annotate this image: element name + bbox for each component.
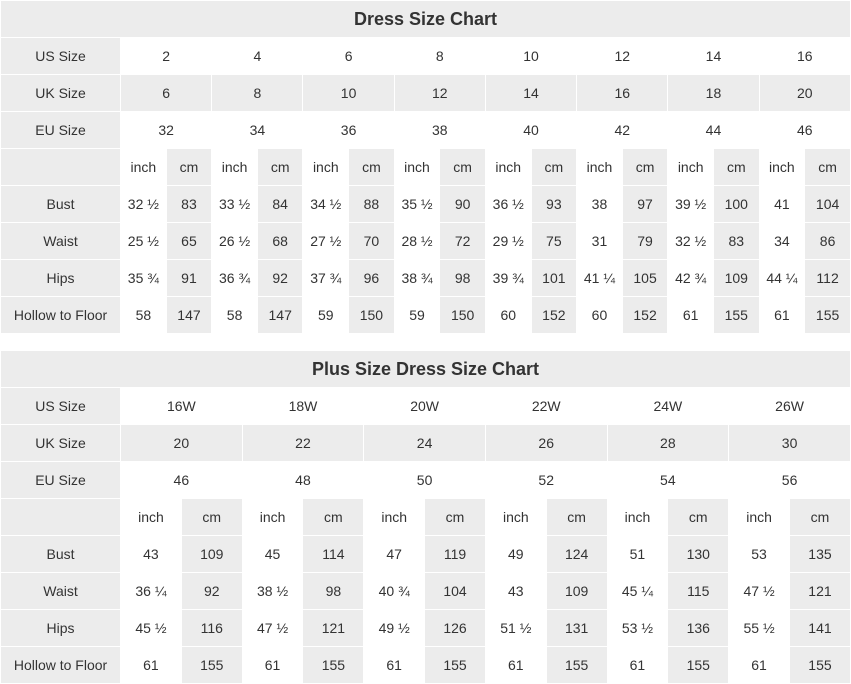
unit-cell: inch — [212, 149, 258, 186]
measure-cell: 61 — [607, 647, 668, 684]
measure-cell: 61 — [242, 647, 303, 684]
measure-cell: 43 — [485, 573, 546, 610]
measure-cell: 32 ½ — [668, 223, 714, 260]
unit-cell: cm — [425, 499, 486, 536]
measure-cell: 114 — [303, 536, 364, 573]
measure-cell: 135 — [789, 536, 850, 573]
cell-uk-size-2: 24 — [364, 425, 486, 462]
cell-eu-size-1: 34 — [212, 112, 303, 149]
measure-cell: 92 — [181, 573, 242, 610]
measure-cell: 61 — [485, 647, 546, 684]
row-label-hips: Hips — [1, 260, 121, 297]
measure-cell: 55 ½ — [729, 610, 790, 647]
measure-cell: 59 — [394, 297, 440, 334]
measure-cell: 147 — [166, 297, 212, 334]
measure-cell: 150 — [440, 297, 486, 334]
measure-cell: 38 ½ — [242, 573, 303, 610]
measure-cell: 25 ½ — [121, 223, 167, 260]
measure-cell: 28 ½ — [394, 223, 440, 260]
measure-cell: 61 — [364, 647, 425, 684]
measure-cell: 44 ¼ — [759, 260, 805, 297]
measure-cell: 72 — [440, 223, 486, 260]
measure-cell: 51 ½ — [485, 610, 546, 647]
measure-cell: 109 — [713, 260, 759, 297]
measure-cell: 47 ½ — [729, 573, 790, 610]
cell-eu-size-6: 44 — [668, 112, 759, 149]
measure-cell: 29 ½ — [485, 223, 531, 260]
measure-cell: 35 ½ — [394, 186, 440, 223]
measure-cell: 45 ¼ — [607, 573, 668, 610]
unit-cell: inch — [394, 149, 440, 186]
table-row — [1, 351, 851, 388]
measure-cell: 152 — [622, 297, 668, 334]
cell-us-size-5: 12 — [577, 38, 668, 75]
unit-cell: inch — [303, 149, 349, 186]
measure-cell: 155 — [713, 297, 759, 334]
measure-cell: 124 — [546, 536, 607, 573]
measure-cell: 104 — [425, 573, 486, 610]
measure-cell: 70 — [349, 223, 395, 260]
cell-us-size-4: 10 — [485, 38, 576, 75]
unit-cell: cm — [805, 149, 851, 186]
measure-cell: 86 — [805, 223, 851, 260]
cell-uk-size-0: 20 — [121, 425, 243, 462]
cell-uk-size-3: 26 — [485, 425, 607, 462]
measure-cell: 155 — [789, 647, 850, 684]
table-row — [1, 297, 851, 334]
measure-cell: 126 — [425, 610, 486, 647]
measure-cell: 33 ½ — [212, 186, 258, 223]
cell-eu-size-0: 46 — [121, 462, 243, 499]
measure-cell: 43 — [121, 536, 182, 573]
measure-cell: 131 — [546, 610, 607, 647]
page-title-plus: Plus Size Dress Size Chart — [1, 351, 851, 388]
cell-uk-size-1: 22 — [242, 425, 364, 462]
unit-cell: inch — [729, 499, 790, 536]
measure-cell: 150 — [349, 297, 395, 334]
measure-cell: 98 — [303, 573, 364, 610]
table-row — [1, 536, 851, 573]
chart-divider — [0, 334, 851, 350]
measure-cell: 38 — [577, 186, 623, 223]
measure-cell: 147 — [257, 297, 303, 334]
measure-cell: 27 ½ — [303, 223, 349, 260]
dress-size-chart — [0, 0, 851, 334]
plus-size-table — [0, 350, 851, 684]
row-label-hips-plus: Hips — [1, 610, 121, 647]
row-label-us-size: US Size — [1, 38, 121, 75]
table-row — [1, 1, 851, 38]
cell-uk-size-7: 20 — [759, 75, 850, 112]
unit-cell: cm — [713, 149, 759, 186]
row-label-bust: Bust — [1, 186, 121, 223]
measure-cell: 101 — [531, 260, 577, 297]
page-title-standard: Dress Size Chart — [1, 1, 851, 38]
measure-cell: 60 — [577, 297, 623, 334]
unit-cell: cm — [181, 499, 242, 536]
measure-cell: 84 — [257, 186, 303, 223]
cell-uk-size-5: 30 — [729, 425, 851, 462]
table-row — [1, 149, 851, 186]
cell-eu-size-2: 50 — [364, 462, 486, 499]
unit-cell: cm — [531, 149, 577, 186]
row-label-hollow-to-floor-plus: Hollow to Floor — [1, 647, 121, 684]
unit-cell: cm — [440, 149, 486, 186]
cell-uk-size-5: 16 — [577, 75, 668, 112]
table-row — [1, 38, 851, 75]
table-row — [1, 462, 851, 499]
cell-us-size-0: 16W — [121, 388, 243, 425]
measure-cell: 97 — [622, 186, 668, 223]
table-row — [1, 223, 851, 260]
table-row — [1, 260, 851, 297]
row-label-bust-plus: Bust — [1, 536, 121, 573]
measure-cell: 41 ¼ — [577, 260, 623, 297]
measure-cell: 47 ½ — [242, 610, 303, 647]
cell-uk-size-2: 10 — [303, 75, 394, 112]
measure-cell: 109 — [546, 573, 607, 610]
dress-size-table — [0, 0, 851, 334]
measure-cell: 40 ¾ — [364, 573, 425, 610]
measure-cell: 130 — [668, 536, 729, 573]
measure-cell: 36 ½ — [485, 186, 531, 223]
measure-cell: 96 — [349, 260, 395, 297]
unit-cell: inch — [121, 499, 182, 536]
row-label-hollow-to-floor: Hollow to Floor — [1, 297, 121, 334]
measure-cell: 155 — [546, 647, 607, 684]
measure-cell: 155 — [425, 647, 486, 684]
row-label-uk-size: UK Size — [1, 75, 121, 112]
plus-size-dress-chart — [0, 350, 851, 684]
table-row — [1, 388, 851, 425]
measure-cell: 121 — [303, 610, 364, 647]
unit-cell: cm — [166, 149, 212, 186]
unit-cell: inch — [668, 149, 714, 186]
cell-us-size-1: 4 — [212, 38, 303, 75]
measure-cell: 98 — [440, 260, 486, 297]
unit-cell: cm — [257, 149, 303, 186]
row-label-units — [1, 149, 121, 186]
measure-cell: 83 — [713, 223, 759, 260]
unit-cell: cm — [789, 499, 850, 536]
measure-cell: 83 — [166, 186, 212, 223]
measure-cell: 155 — [668, 647, 729, 684]
table-row — [1, 425, 851, 462]
unit-cell: inch — [607, 499, 668, 536]
table-row — [1, 610, 851, 647]
measure-cell: 37 ¾ — [303, 260, 349, 297]
measure-cell: 26 ½ — [212, 223, 258, 260]
unit-cell: inch — [364, 499, 425, 536]
measure-cell: 75 — [531, 223, 577, 260]
measure-cell: 109 — [181, 536, 242, 573]
measure-cell: 59 — [303, 297, 349, 334]
measure-cell: 119 — [425, 536, 486, 573]
cell-uk-size-0: 6 — [121, 75, 212, 112]
measure-cell: 58 — [121, 297, 167, 334]
unit-cell: inch — [759, 149, 805, 186]
unit-cell: inch — [242, 499, 303, 536]
cell-us-size-2: 6 — [303, 38, 394, 75]
table-row — [1, 112, 851, 149]
cell-eu-size-4: 40 — [485, 112, 576, 149]
cell-us-size-3: 22W — [485, 388, 607, 425]
measure-cell: 45 — [242, 536, 303, 573]
measure-cell: 60 — [485, 297, 531, 334]
cell-eu-size-3: 52 — [485, 462, 607, 499]
row-label-us-size-plus: US Size — [1, 388, 121, 425]
unit-cell: cm — [349, 149, 395, 186]
measure-cell: 100 — [713, 186, 759, 223]
measure-cell: 155 — [303, 647, 364, 684]
measure-cell: 34 — [759, 223, 805, 260]
cell-eu-size-2: 36 — [303, 112, 394, 149]
cell-eu-size-1: 48 — [242, 462, 364, 499]
cell-eu-size-5: 42 — [577, 112, 668, 149]
table-row — [1, 499, 851, 536]
measure-cell: 39 ¾ — [485, 260, 531, 297]
measure-cell: 58 — [212, 297, 258, 334]
unit-cell: cm — [303, 499, 364, 536]
measure-cell: 53 ½ — [607, 610, 668, 647]
measure-cell: 152 — [531, 297, 577, 334]
cell-uk-size-1: 8 — [212, 75, 303, 112]
row-label-units-plus — [1, 499, 121, 536]
measure-cell: 155 — [181, 647, 242, 684]
measure-cell: 88 — [349, 186, 395, 223]
row-label-uk-size-plus: UK Size — [1, 425, 121, 462]
measure-cell: 105 — [622, 260, 668, 297]
row-label-waist: Waist — [1, 223, 121, 260]
table-row — [1, 647, 851, 684]
measure-cell: 49 ½ — [364, 610, 425, 647]
unit-cell: inch — [485, 499, 546, 536]
measure-cell: 91 — [166, 260, 212, 297]
table-row — [1, 573, 851, 610]
measure-cell: 61 — [729, 647, 790, 684]
measure-cell: 92 — [257, 260, 303, 297]
measure-cell: 45 ½ — [121, 610, 182, 647]
cell-eu-size-0: 32 — [121, 112, 212, 149]
table-row — [1, 75, 851, 112]
measure-cell: 61 — [759, 297, 805, 334]
measure-cell: 141 — [789, 610, 850, 647]
measure-cell: 104 — [805, 186, 851, 223]
measure-cell: 116 — [181, 610, 242, 647]
measure-cell: 136 — [668, 610, 729, 647]
unit-cell: cm — [668, 499, 729, 536]
unit-cell: inch — [485, 149, 531, 186]
row-label-eu-size: EU Size — [1, 112, 121, 149]
measure-cell: 42 ¾ — [668, 260, 714, 297]
measure-cell: 32 ½ — [121, 186, 167, 223]
row-label-waist-plus: Waist — [1, 573, 121, 610]
cell-eu-size-3: 38 — [394, 112, 485, 149]
cell-us-size-3: 8 — [394, 38, 485, 75]
measure-cell: 38 ¾ — [394, 260, 440, 297]
measure-cell: 36 ¼ — [121, 573, 182, 610]
measure-cell: 93 — [531, 186, 577, 223]
cell-eu-size-7: 46 — [759, 112, 850, 149]
measure-cell: 36 ¾ — [212, 260, 258, 297]
unit-cell: cm — [622, 149, 668, 186]
cell-uk-size-6: 18 — [668, 75, 759, 112]
measure-cell: 34 ½ — [303, 186, 349, 223]
measure-cell: 61 — [668, 297, 714, 334]
measure-cell: 61 — [121, 647, 182, 684]
measure-cell: 112 — [805, 260, 851, 297]
cell-eu-size-5: 56 — [729, 462, 851, 499]
row-label-eu-size-plus: EU Size — [1, 462, 121, 499]
cell-us-size-7: 16 — [759, 38, 850, 75]
measure-cell: 68 — [257, 223, 303, 260]
cell-us-size-2: 20W — [364, 388, 486, 425]
cell-uk-size-3: 12 — [394, 75, 485, 112]
cell-eu-size-4: 54 — [607, 462, 729, 499]
cell-us-size-5: 26W — [729, 388, 851, 425]
cell-us-size-0: 2 — [121, 38, 212, 75]
measure-cell: 155 — [805, 297, 851, 334]
unit-cell: cm — [546, 499, 607, 536]
cell-uk-size-4: 14 — [485, 75, 576, 112]
table-row — [1, 186, 851, 223]
measure-cell: 35 ¾ — [121, 260, 167, 297]
measure-cell: 51 — [607, 536, 668, 573]
measure-cell: 39 ½ — [668, 186, 714, 223]
measure-cell: 65 — [166, 223, 212, 260]
measure-cell: 41 — [759, 186, 805, 223]
cell-us-size-4: 24W — [607, 388, 729, 425]
unit-cell: inch — [121, 149, 167, 186]
measure-cell: 47 — [364, 536, 425, 573]
unit-cell: inch — [577, 149, 623, 186]
measure-cell: 49 — [485, 536, 546, 573]
measure-cell: 90 — [440, 186, 486, 223]
measure-cell: 53 — [729, 536, 790, 573]
measure-cell: 121 — [789, 573, 850, 610]
cell-us-size-1: 18W — [242, 388, 364, 425]
measure-cell: 115 — [668, 573, 729, 610]
cell-us-size-6: 14 — [668, 38, 759, 75]
measure-cell: 31 — [577, 223, 623, 260]
measure-cell: 79 — [622, 223, 668, 260]
cell-uk-size-4: 28 — [607, 425, 729, 462]
